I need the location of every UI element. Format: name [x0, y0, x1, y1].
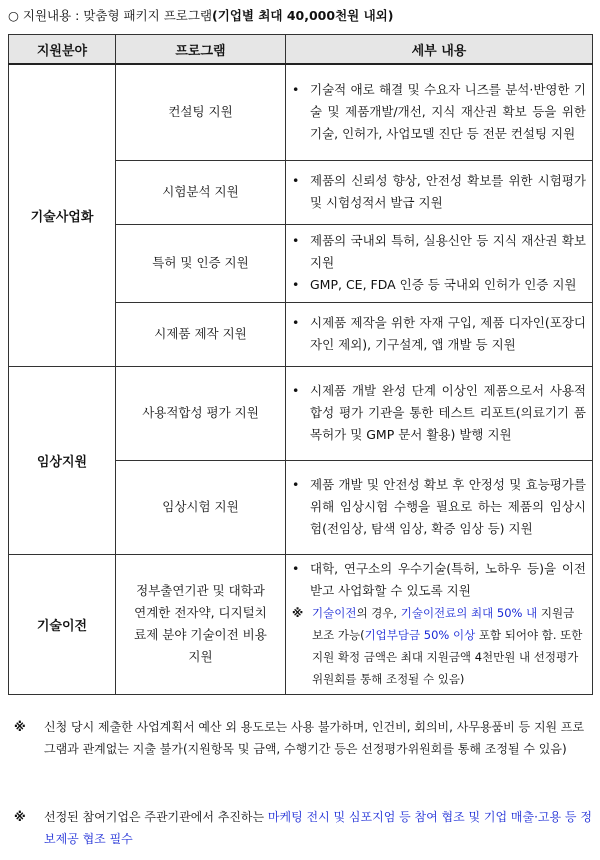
category-transfer: 기술이전	[9, 554, 116, 694]
detail-item: • 제품의 신뢰성 향상, 안전성 확보를 위한 시험평가 및 시험성적서 발급 지원	[292, 173, 586, 210]
detail-item: • 시제품 개발 완성 단계 이상인 제품으로서 사용적합성 평가 기관을 통한 테스트 리포트(의료기기 품목허가 및 GMP 문서 활용) 발행 지원	[292, 383, 586, 442]
table-row	[9, 366, 593, 460]
footnote-mark: ※	[14, 810, 26, 824]
footnote-text: 선정된 참여기업은 주관기관에서 추진하는 마케팅 전시 및 심포지엄 등 참여 협조 및 기업 매출·고용 등 정보제공 협조 필수	[44, 810, 592, 846]
detail-item: • 대학, 연구소의 우수기술(특허, 노하우 등)을 이전받고 사업화할 수 있도록 지원	[292, 561, 586, 598]
detail-cell	[286, 302, 593, 366]
program-cell: 사용적합성 평가 지원	[116, 366, 286, 460]
heading-prefix: ○ 지원내용 : 맞춤형 패키지 프로그램	[8, 8, 213, 23]
detail-cell	[286, 366, 593, 460]
detail-item: • 제품의 국내외 특허, 실용신안 등 지식 재산권 확보 지원	[292, 233, 586, 270]
detail-cell	[286, 460, 593, 554]
detail-cell	[286, 160, 593, 224]
header-detail: 세부 내용	[286, 35, 593, 65]
table-row	[9, 554, 593, 694]
program-cell: 시제품 제작 지원	[116, 302, 286, 366]
detail-cell	[286, 64, 593, 160]
header-field: 지원분야	[9, 35, 116, 65]
footnote-mark: ※	[14, 720, 26, 734]
header-program: 프로그램	[116, 35, 286, 65]
table-header-row	[9, 35, 593, 65]
category-tech: 기술사업화	[9, 64, 116, 366]
detail-item: • 기술적 애로 해결 및 수요자 니즈를 분석·반영한 기술 및 제품개발/개선, 지식 재산권 확보 등을 위한 기술, 인허가, 사업모델 진단 등 전문 컨설팅 지원	[292, 82, 586, 142]
program-cell: 시험분석 지원	[116, 160, 286, 224]
detail-cell	[286, 224, 593, 302]
footnote-text: 신청 당시 제출한 사업계획서 예산 외 용도로는 사용 불가하며, 인건비, 회의비, 사무용품비 등 지원 프로그램과 관계없는 지출 불가(지원항목 및 금액, 수행기간 등은 선정평가위원회를 통해 조정될 수 있음)	[44, 720, 585, 756]
detail-item: • 제품 개발 및 안전성 확보 후 안정성 및 효능평가를 위해 임상시험 수행을 필요로 하는 제품의 임상시험(전임상, 탐색 임상, 확증 임상 등) 지원	[292, 477, 586, 536]
table-row	[9, 64, 593, 160]
program-cell: 컨설팅 지원	[116, 64, 286, 160]
section-heading	[8, 6, 393, 24]
footnote-usage	[8, 716, 592, 760]
detail-cell	[286, 554, 593, 694]
detail-item: • GMP, CE, FDA 인증 등 국내외 인허가 인증 지원	[292, 277, 577, 292]
detail-item: • 시제품 제작을 위한 자재 구입, 제품 디자인(포장디자인 제외), 기구설계, 앱 개발 등 지원	[292, 315, 586, 352]
footnote-cooperation	[8, 806, 592, 850]
program-cell: 특허 및 인증 지원	[116, 224, 286, 302]
category-clinical: 임상지원	[9, 366, 116, 554]
heading-budget-note: (기업별 최대 40,000천원 내외)	[212, 8, 394, 23]
program-cell: 정부출연기관 및 대학과 연계한 전자약, 디지털치료제 분야 기술이전 비용 지원	[116, 554, 286, 694]
transfer-note: ※ 기술이전의 경우, 기술이전료의 최대 50% 내 지원금 보조 가능(기업부담금 50% 이상 포함 되어야 함. 또한 지원 확정 금액은 최대 지원금액 4천만원 내 선정평가위원회를 통해 조정될 수 있음)	[292, 606, 583, 686]
program-cell: 임상시험 지원	[116, 460, 286, 554]
support-table	[8, 34, 593, 695]
